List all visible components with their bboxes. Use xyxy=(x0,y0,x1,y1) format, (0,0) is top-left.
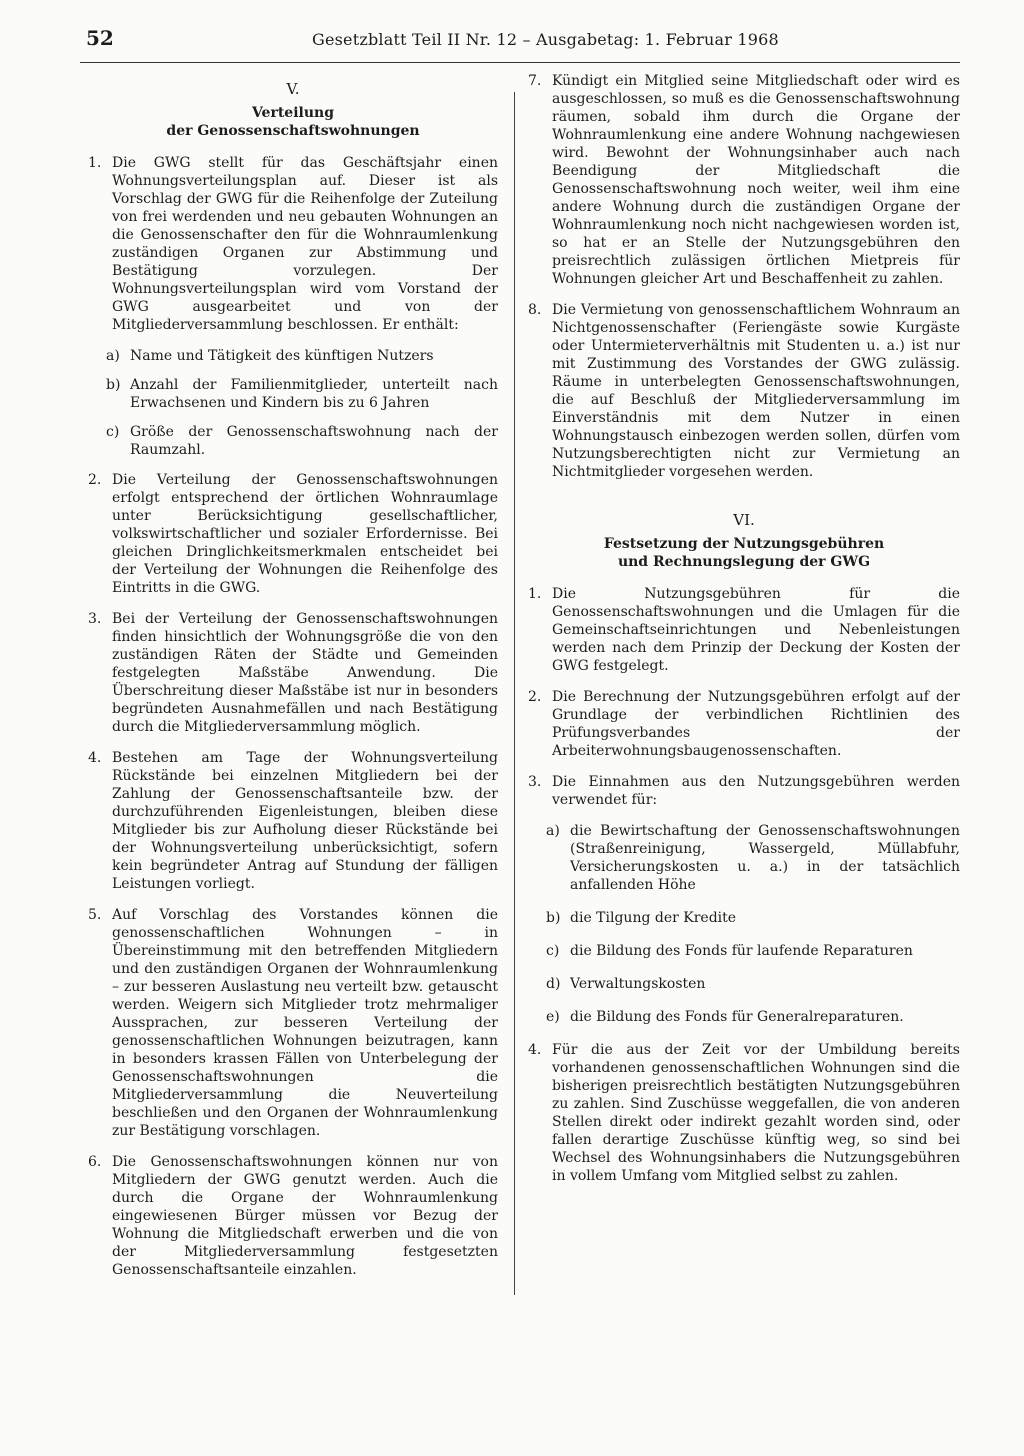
section-v-title-line1: Verteilung xyxy=(251,105,335,121)
section-v-title-line2: der Genossenschaftswohnungen xyxy=(166,123,420,139)
subitem-b xyxy=(546,909,960,927)
subitem-text: die Bildung des Fonds für Generalreparaturen. xyxy=(570,1009,904,1025)
item-text: Die Vermietung von genossenschaftlichem Wohnraum an Nichtgenossenschafter (Feriengäste sowie Kurgäste oder Untermieterverhältnis mit Studenten u. a.) ist nur mit Zustimmung des Vorstandes der GWG zulässig. Räume in unterbelegten Genossenschaftswohnungen, die auf Beschluß der Mitgliederversammlung im Einverständnis mit dem Nutzer in einen Wohnungstausch einbezogen werden sollen, dürfen vom Nutzungsberechtigten nicht zur Vermietung an Nichtmitglieder vorgesehen werden. xyxy=(552,302,960,480)
item-text: Die Berechnung der Nutzungsgebühren erfolgt auf der Grundlage der verbindlichen Richtlinien des Prüfungsverbandes der Arbeiterwohnungsbaugenossenschaften. xyxy=(552,689,960,759)
section-v-item-7 xyxy=(528,72,960,288)
section-v-item-2 xyxy=(88,471,498,597)
item-text: Die GWG stellt für das Geschäftsjahr einen Wohnungsverteilungsplan auf. Dieser ist als Vorschlag der GWG für die Reihenfolge der Zuteilung von frei werdenden und neu gebauten Wohnungen an die Genossenschafter den für die Wohnraumlenkung zuständigen Organen zur Abstimmung und Bestätigung vorzulegen. Der Wohnungsverteilungsplan wird vom Vorstand der GWG ausgearbeitet und von der Mitgliederversammlung beschlossen. Er enthält: xyxy=(112,155,498,333)
subitem-letter: a) xyxy=(106,348,120,364)
subitem-b xyxy=(106,376,498,412)
item-number: 7. xyxy=(528,73,542,89)
subitem-d xyxy=(546,975,960,993)
item-number: 4. xyxy=(528,1042,542,1058)
subitem-text: Größe der Genossenschaftswohnung nach der Raumzahl. xyxy=(130,424,498,458)
item-text: Die Einnahmen aus den Nutzungsgebühren werden verwendet für: xyxy=(552,774,960,808)
subitem-a xyxy=(106,347,498,365)
item-number: 2. xyxy=(88,472,102,488)
running-title: Gesetzblatt Teil II Nr. 12 – Ausgabetag: 1. Februar 1968 xyxy=(312,30,779,49)
subitem-letter: b) xyxy=(106,377,121,393)
section-vi-item-1 xyxy=(528,585,960,675)
subitem-letter: c) xyxy=(106,424,120,440)
section-v-item-1 xyxy=(88,154,498,334)
section-vi-item-3 xyxy=(528,773,960,809)
section-vi-item-4 xyxy=(528,1041,960,1185)
section-v-item-1-subitems xyxy=(88,347,498,459)
item-number: 2. xyxy=(528,689,542,705)
item-text: Bestehen am Tage der Wohnungsverteilung Rückstände bei einzelnen Mitgliedern bei der Zahlung der Genossenschaftsanteile bzw. der durchzuführenden Eigenleistungen, bleiben diese Mitglieder bis zur Aufholung dieser Rückstände bei der Wohnungsverteilung unberücksichtigt, sofern kein begründeter Antrag auf Stundung der fälligen Leistungen vorliegt. xyxy=(112,750,498,892)
header-rule xyxy=(80,62,960,63)
section-vi-title-line2: und Rechnungslegung der GWG xyxy=(617,554,871,570)
section-vi-title xyxy=(528,535,960,571)
item-text: Kündigt ein Mitglied seine Mitgliedschaft oder wird es ausgeschlossen, so muß es die Genossenschaftswohnung räumen, sobald ihm durch die Organe der Wohnraumlenkung eine andere Wohnung nachgewiesen wird. Bewohnt der Wohnungsinhaber auch nach Beendigung der Mitgliedschaft die Genossenschaftswohnung noch weiter, weil ihm eine andere Wohnung durch die zuständigen Organe der Wohnraumlenkung noch nicht nachgewiesen worden ist, so hat er an Stelle der Nutzungsgebühren den preisrechtlich zulässigen örtlichen Mietpreis für Wohnungen gleicher Art und Beschaffenheit zu zahlen. xyxy=(552,73,960,287)
section-vi-item-2 xyxy=(528,688,960,760)
item-text: Die Verteilung der Genossenschaftswohnungen erfolgt entsprechend der örtlichen Wohnraumlage unter Berücksichtigung gesellschaftlicher, volkswirtschaftlicher und sozialer Erfordernisse. Bei gleichen Dringlichkeitsmerkmalen entscheidet bei der Verteilung der Wohnungen die Reihenfolge des Eintritts in die GWG. xyxy=(112,472,498,596)
section-v-item-4 xyxy=(88,749,498,893)
item-text: Die Genossenschaftswohnungen können nur von Mitgliedern der GWG genutzt werden. Auch die durch die Organe der Wohnraumlenkung eingewiesenen Bürger müssen vor Bezug der Wohnung die Mitgliedschaft erwerben und die von der Mitgliederversammlung festgesetzten Genossenschaftsanteile einzahlen. xyxy=(112,1154,498,1278)
section-v-title xyxy=(88,104,498,140)
section-v-item-6 xyxy=(88,1153,498,1279)
item-number: 3. xyxy=(528,774,542,790)
subitem-text: die Tilgung der Kredite xyxy=(570,910,737,926)
item-number: 6. xyxy=(88,1154,102,1170)
subitem-letter: b) xyxy=(546,910,561,926)
subitem-letter: a) xyxy=(546,823,560,839)
left-column xyxy=(88,72,498,1292)
item-number: 5. xyxy=(88,907,102,923)
subitem-a xyxy=(546,822,960,894)
item-number: 1. xyxy=(528,586,542,602)
subitem-text: Verwaltungskosten xyxy=(570,976,706,992)
section-v-item-5 xyxy=(88,906,498,1140)
page-number: 52 xyxy=(86,26,114,50)
item-number: 8. xyxy=(528,302,542,318)
section-v-number: V. xyxy=(286,80,300,98)
subitem-text: die Bewirtschaftung der Genossenschaftswohnungen (Straßenreinigung, Wassergeld, Müllabfuhr, Versicherungskosten u. a.) in der tatsächlich anfallenden Höhe xyxy=(570,823,960,893)
subitem-letter: c) xyxy=(546,943,560,959)
subitem-letter: d) xyxy=(546,976,561,992)
subitem-letter: e) xyxy=(546,1009,560,1025)
subitem-c xyxy=(106,423,498,459)
section-v-item-3 xyxy=(88,610,498,736)
column-divider xyxy=(514,92,515,1295)
item-number: 3. xyxy=(88,611,102,627)
subitem-c xyxy=(546,942,960,960)
right-column xyxy=(528,72,960,1198)
item-text: Für die aus der Zeit vor der Umbildung bereits vorhandenen genossenschaftlichen Wohnungen sind die bisherigen preisrechtlich bestätigten Nutzungsgebühren zu zahlen. Sind Zuschüsse weggefallen, die von anderen Stellen direkt oder indirekt gezahlt worden sind, oder fallen derartige Zuschüsse künftig weg, so sind bei Wechsel des Wohnungsinhabers die Nutzungsgebühren in vollem Umfang vom Mitglied selbst zu zahlen. xyxy=(552,1042,960,1184)
item-text: Die Nutzungsgebühren für die Genossenschaftswohnungen und die Umlagen für die Gemeinschaftseinrichtungen und Nebenleistungen werden nach dem Prinzip der Deckung der Kosten der GWG festgelegt. xyxy=(552,586,960,674)
section-v-item-8 xyxy=(528,301,960,481)
item-text: Auf Vorschlag des Vorstandes können die genossenschaftlichen Wohnungen – in Übereinstimmung mit den betreffenden Mitgliedern und den zuständigen Organen der Wohnraumlenkung – zur besseren Auslastung neu verteilt bzw. getauscht werden. Weigern sich Mitglieder trotz mehrmaliger Aussprachen, zur besseren Verteilung der genossenschaftlichen Wohnungen beizutragen, kann in besonders krassen Fällen von Unterbelegung der Genossenschaftswohnungen die Mitgliederversammlung die Neuverteilung beschließen und den Organen der Wohnraumlenkung zur Bestätigung vorschlagen. xyxy=(112,907,498,1139)
section-vi-item-3-subitems xyxy=(528,822,960,1026)
subitem-text: die Bildung des Fonds für laufende Reparaturen xyxy=(570,943,913,959)
subitem-e xyxy=(546,1008,960,1026)
item-text: Bei der Verteilung der Genossenschaftswohnungen finden hinsichtlich der Wohnungsgröße die von den zuständigen Räten der Städte und Gemeinden festgelegten Maßstäbe Anwendung. Die Überschreitung dieser Maßstäbe ist nur in besonders begründeten Ausnahmefällen und nach Bestätigung durch die Mitgliederversammlung möglich. xyxy=(112,611,498,735)
item-number: 4. xyxy=(88,750,102,766)
section-vi-title-line1: Festsetzung der Nutzungsgebühren xyxy=(603,536,885,552)
subitem-text: Name und Tätigkeit des künftigen Nutzers xyxy=(130,348,434,364)
subitem-text: Anzahl der Familienmitglieder, unterteilt nach Erwachsenen und Kindern bis zu 6 Jahren xyxy=(130,377,498,411)
item-number: 1. xyxy=(88,155,102,171)
section-vi-number: VI. xyxy=(733,511,755,529)
